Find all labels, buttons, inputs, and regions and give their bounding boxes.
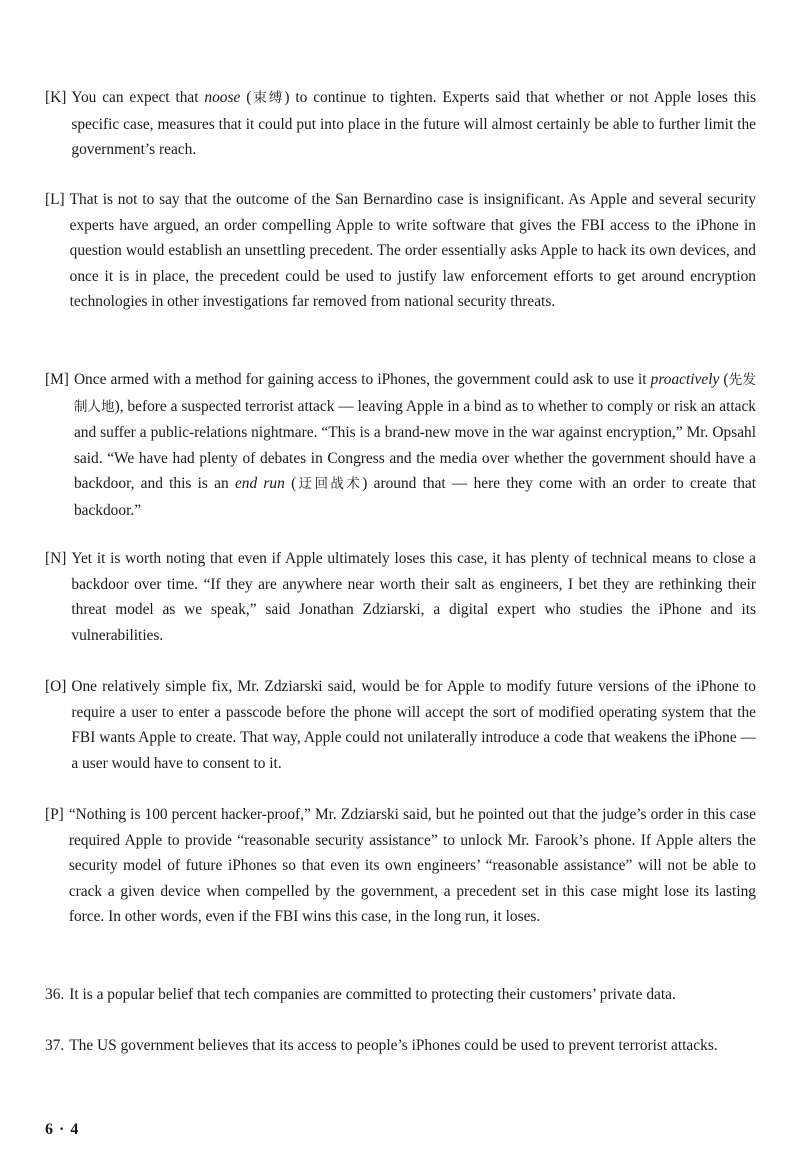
paragraph-label: [M] [45, 371, 69, 388]
italic-term: proactively [650, 371, 720, 388]
paragraph-text [71, 85, 756, 163]
paragraph-label: [N] [45, 550, 67, 567]
text-run: ( [240, 89, 252, 106]
paragraph-text [70, 187, 756, 315]
italic-term: end run [234, 475, 285, 493]
paragraph-k [45, 85, 756, 163]
text-run: ( [719, 371, 729, 388]
paragraph-text [71, 674, 756, 776]
paragraph-text [69, 802, 756, 930]
chinese-gloss: 束缚 [251, 90, 285, 106]
paragraph-label: [O] [45, 678, 67, 695]
page-number: 6 · 4 [45, 1121, 80, 1138]
italic-term: noose [204, 89, 241, 106]
chinese-gloss: 迂回战术 [296, 476, 363, 493]
paragraph-m [45, 367, 756, 524]
question-number: 36. [45, 986, 65, 1003]
paragraph-n [45, 546, 756, 648]
question-36 [45, 982, 756, 1008]
question-text: It is a popular belief that tech companies are committed to protecting their customers’ private data. [69, 986, 676, 1003]
text-run: ) around that — here they come with an order to create that backdoor.” [73, 475, 757, 519]
question-37 [45, 1033, 756, 1059]
paragraph-l [45, 187, 756, 315]
text-run: One relatively simple fix, Mr. Zdziarski said, would be for Apple to modify future versions of the iPhone to require a user to enter a passcode before the phone will accept the sort of modified operating system that the FBI wants Apple to create. That way, Apple could not unilaterally introduce a code that weakens the iPhone — a user would have to consent to it. [71, 678, 756, 772]
text-run: Yet it is worth noting that even if Apple ultimately loses this case, it has plenty of technical means to close a backdoor over time. “If they are anywhere near worth their salt as engineers, I bet they are rethinking their threat model as we speak,” said Jonathan Zdziarski, a digital expert who studies the iPhone and its vulnerabilities. [71, 550, 756, 644]
text-run: “Nothing is 100 percent hacker-proof,” Mr. Zdziarski said, but he pointed out that the judge’s order in this case required Apple to provide “reasonable security assistance” to unlock Mr. Farook’s phone. If Apple alters the security model of future iPhones so that even its own engineers’ “reasonable assistance” will not be able to crack a given device when compelled by the government, a precedent set in this case might lose its lasting force. In other words, even if the FBI wins this case, in the long run, it loses. [68, 806, 756, 926]
paragraph-text [74, 367, 756, 524]
paragraph-o [45, 674, 756, 776]
paragraph-p [45, 802, 756, 930]
text-run: That is not to say that the outcome of the San Bernardino case is insignificant. As Apple and several security experts have argued, an order compelling Apple to write software that gives the FBI access to the iPhone in question would establish an unsettling precedent. The order essentially asks Apple to hack its own devices, and once it is in place, the precedent could be used to justify law enforcement efforts to get around encryption technologies in other investigations far removed from national security threats. [69, 191, 756, 311]
paragraph-label: [K] [45, 89, 67, 106]
text-run: ), before a suspected terrorist attack — leaving Apple in a bind as to whether to comply or risk an attack and suffer a public-relations nightmare. “This is a brand-new move in the war against encryption,” Mr. Opsahl said. “We have had plenty of debates in Congress and the media over whether the government should have a backdoor, and this is an [73, 397, 756, 493]
text-run: ( [284, 475, 297, 493]
paragraph-label: [P] [45, 806, 64, 823]
question-text: The US government believes that its access to people’s iPhones could be used to prevent terrorist attacks. [69, 1037, 718, 1054]
text-run: You can expect that [71, 89, 205, 106]
paragraph-text [71, 546, 756, 648]
question-number: 37. [45, 1037, 65, 1054]
paragraph-label: [L] [45, 191, 65, 208]
chinese-gloss: 先发制人地 [73, 372, 756, 415]
text-run: ) to continue to tighten. Experts said that whether or not Apple loses this specific case, measures that it could put into place in the future will almost certainly be able to further limit the government’s reach. [71, 89, 757, 159]
text-run: Once armed with a method for gaining access to iPhones, the government could ask to use it [73, 371, 651, 388]
